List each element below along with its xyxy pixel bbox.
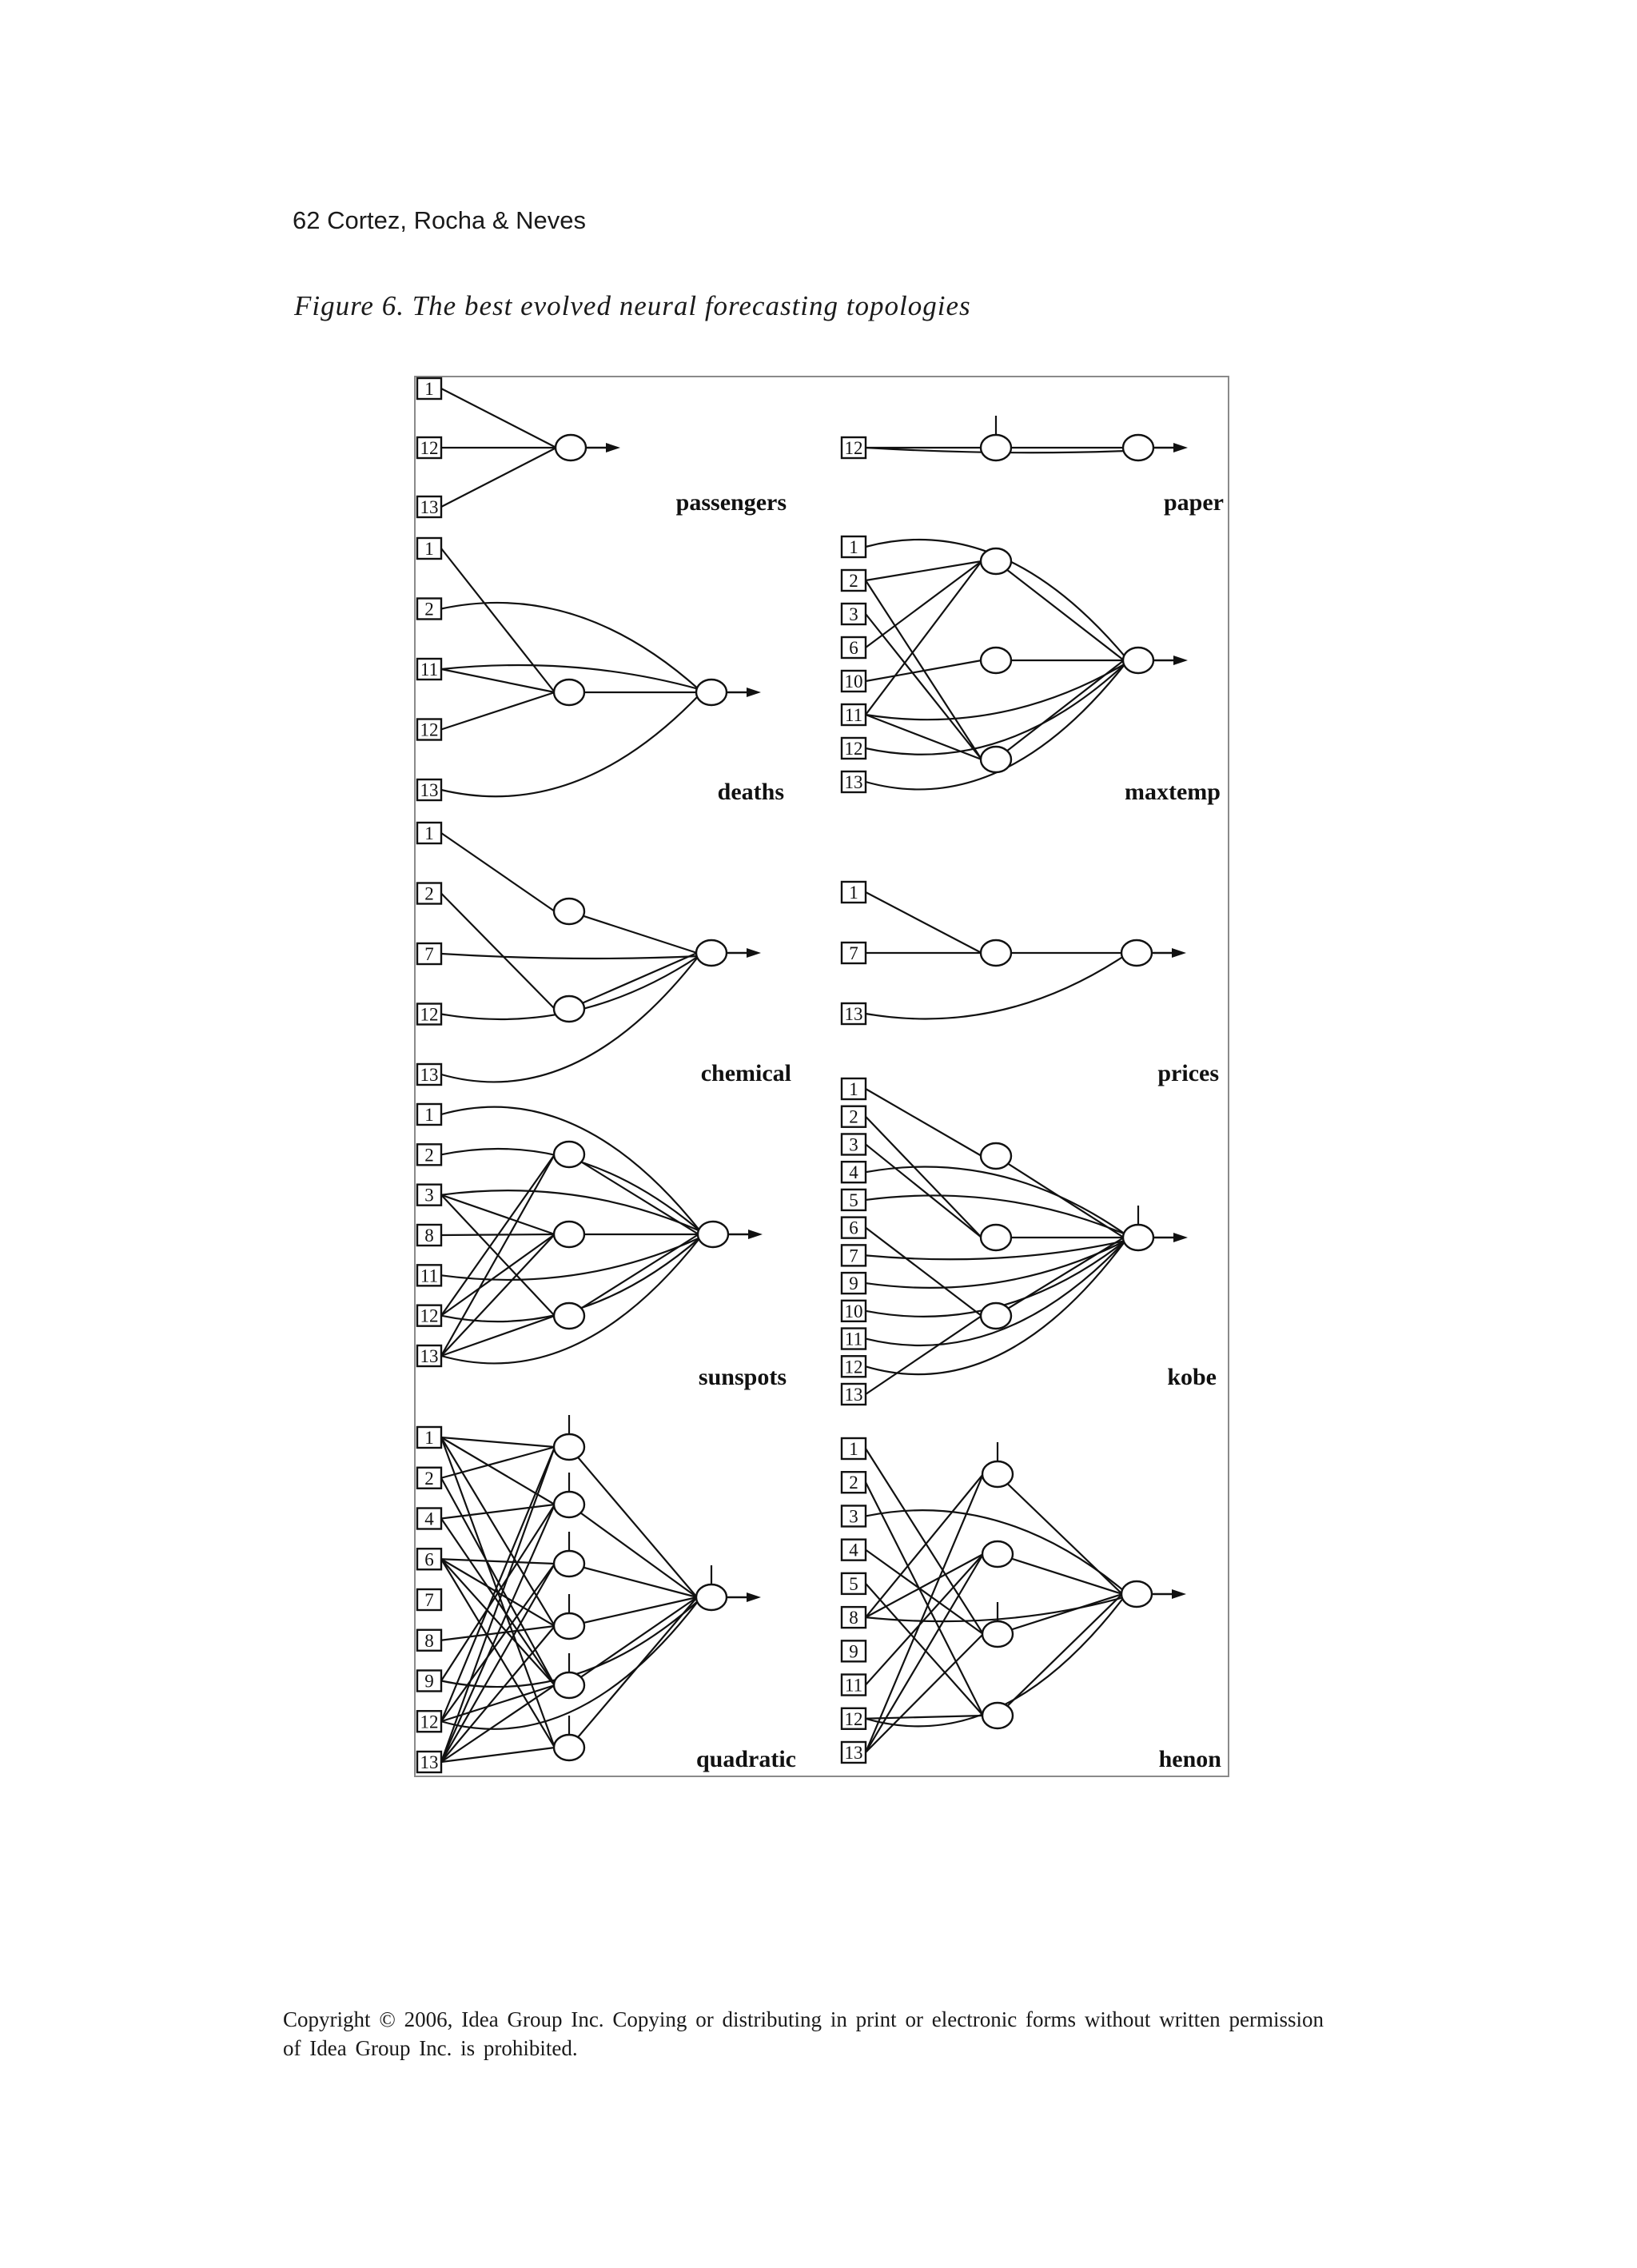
input-label: 11	[844, 1675, 863, 1696]
network-sunspots	[417, 1104, 787, 1390]
network-chemical	[417, 823, 791, 1086]
input-node-6	[417, 1549, 441, 1569]
input-node-12	[417, 719, 441, 740]
input-label: 9	[849, 1274, 858, 1294]
output-neuron	[556, 435, 620, 460]
input-label: 13	[844, 1743, 863, 1763]
input-label: 11	[420, 660, 439, 680]
hidden-neuron	[981, 648, 1011, 673]
output-neuron	[696, 1565, 761, 1610]
input-label: 3	[424, 1185, 434, 1206]
network-name: passengers	[675, 489, 787, 516]
network-deaths	[417, 538, 784, 805]
network-henon	[842, 1438, 1221, 1772]
input-label: 13	[420, 1752, 439, 1772]
edge-13-o	[441, 696, 699, 796]
arrow-head	[1173, 656, 1188, 665]
input-label: 13	[844, 772, 863, 792]
hidden-neuron	[554, 996, 584, 1022]
hidden-neuron	[554, 680, 584, 705]
input-nodes	[842, 536, 866, 792]
input-node-1	[417, 1104, 441, 1125]
input-label: 12	[420, 719, 439, 740]
input-nodes	[417, 378, 441, 517]
arrow-head	[748, 1230, 763, 1239]
input-node-12	[842, 437, 866, 458]
input-label: 6	[424, 1549, 434, 1570]
hidden-neuron	[554, 1222, 584, 1247]
input-node-7	[417, 943, 441, 964]
input-node-8	[417, 1630, 441, 1651]
input-node-12	[842, 1356, 866, 1377]
edge-13-h4	[441, 1626, 555, 1762]
arrow-head	[747, 948, 761, 958]
edge-2-h1	[441, 1447, 555, 1478]
output-neuron	[1123, 648, 1188, 673]
hidden-neuron	[554, 1415, 584, 1460]
edge-1-h1	[866, 892, 982, 953]
input-node-2	[417, 599, 441, 620]
input-node-12	[417, 1711, 441, 1732]
input-label: 5	[849, 1190, 858, 1210]
input-node-7	[842, 1245, 866, 1266]
input-label: 13	[420, 497, 439, 517]
hidden-neuron	[982, 1602, 1013, 1647]
input-node-13	[417, 1345, 441, 1366]
input-label: 1	[849, 883, 858, 903]
input-node-12	[417, 1004, 441, 1025]
output-neuron	[696, 940, 761, 966]
input-node-9	[842, 1640, 866, 1661]
output-neuron	[1123, 1206, 1188, 1250]
input-node-11	[417, 1265, 441, 1285]
edge-1-h1	[441, 1437, 555, 1447]
input-nodes	[417, 1427, 441, 1772]
input-label: 1	[424, 1428, 434, 1448]
network-name: deaths	[717, 779, 784, 805]
input-nodes	[842, 882, 866, 1024]
arrow-head	[1172, 1589, 1186, 1599]
edge-h1-o	[569, 911, 697, 953]
edge-7-o	[441, 954, 699, 959]
input-node-9	[417, 1671, 441, 1692]
edge-12-h1	[441, 1447, 555, 1721]
edge-11-h1	[441, 669, 555, 692]
input-node-13	[417, 496, 441, 517]
network-maxtemp	[842, 536, 1221, 805]
copyright-notice: Copyright © 2006, Idea Group Inc. Copying or distributing in print or electronic forms without written permission of Idea Group Inc. is prohibited.	[283, 2007, 1324, 2060]
input-node-13	[417, 779, 441, 800]
input-node-8	[842, 1607, 866, 1628]
edge-6-h3	[866, 1228, 982, 1316]
edge-8-h2	[441, 1234, 555, 1235]
connections	[441, 548, 699, 796]
input-label: 2	[849, 1473, 858, 1493]
network-kobe	[842, 1078, 1217, 1405]
network-name: maxtemp	[1125, 779, 1221, 805]
input-label: 2	[849, 571, 858, 591]
input-label: 1	[424, 539, 434, 559]
edge-6-h5	[441, 1559, 555, 1685]
input-label: 2	[849, 1106, 858, 1127]
hidden-neuron	[981, 940, 1011, 966]
input-label: 7	[424, 1590, 434, 1610]
edge-12-h2	[441, 1234, 555, 1316]
input-label: 11	[844, 1329, 863, 1349]
input-node-5	[842, 1573, 866, 1594]
input-node-4	[417, 1509, 441, 1529]
edge-h2-o	[569, 1505, 697, 1597]
input-node-1	[842, 536, 866, 557]
edge-2-h1	[866, 561, 982, 580]
input-label: 8	[424, 1630, 434, 1651]
input-node-3	[842, 1134, 866, 1154]
network-name: sunspots	[698, 1364, 787, 1390]
network-name: chemical	[700, 1060, 791, 1086]
hidden-neuron	[982, 1703, 1013, 1728]
input-label: 4	[849, 1540, 858, 1560]
input-label: 11	[420, 1266, 439, 1286]
hidden-neuron	[981, 548, 1011, 574]
input-node-3	[842, 1505, 866, 1526]
hidden-neuron	[554, 1532, 584, 1576]
edge-11-h1	[866, 561, 982, 715]
input-node-11	[842, 1675, 866, 1696]
input-node-13	[842, 1742, 866, 1763]
input-node-11	[842, 1329, 866, 1349]
hidden-neuron	[554, 1653, 584, 1698]
hidden-neuron	[554, 1473, 584, 1517]
input-node-11	[842, 704, 866, 725]
input-label: 1	[424, 1105, 434, 1125]
edge-1-o	[441, 389, 556, 448]
hidden-neuron	[981, 747, 1011, 772]
input-label: 9	[849, 1641, 858, 1662]
input-label: 12	[844, 1708, 863, 1729]
input-label: 5	[849, 1573, 858, 1594]
hidden-neuron	[981, 1143, 1011, 1169]
edge-1-o	[441, 1107, 700, 1231]
edge-13-o	[441, 448, 556, 507]
network-name: prices	[1157, 1060, 1219, 1086]
input-label: 2	[424, 599, 434, 620]
input-label: 13	[420, 1065, 439, 1085]
input-node-2	[842, 1472, 866, 1493]
edge-h3-o	[998, 1594, 1122, 1634]
edge-12-h4	[866, 1716, 983, 1719]
input-label: 1	[424, 823, 434, 843]
connections	[441, 833, 699, 1082]
arrow-head	[747, 688, 761, 697]
arrow-head	[1173, 1233, 1188, 1242]
input-label: 13	[844, 1385, 863, 1405]
input-label: 1	[849, 1079, 858, 1099]
input-label: 13	[420, 1346, 439, 1366]
input-label: 8	[849, 1608, 858, 1628]
hidden-neuron	[982, 1541, 1013, 1567]
input-node-2	[842, 1106, 866, 1127]
edge-2-h2	[441, 894, 555, 1010]
edge-3-h2	[441, 1195, 555, 1234]
input-label: 13	[844, 1004, 863, 1024]
input-label: 4	[849, 1162, 858, 1183]
hidden-neuron	[981, 1225, 1011, 1250]
input-label: 10	[844, 672, 863, 692]
input-node-12	[417, 437, 441, 458]
output-neuron	[1121, 940, 1186, 966]
neural-topologies-figure	[414, 376, 1229, 1777]
hidden-neuron	[982, 1442, 1013, 1487]
input-label: 2	[424, 883, 434, 904]
input-label: 11	[844, 705, 863, 725]
figure-caption: Figure 6. The best evolved neural forecasting topologies	[294, 290, 971, 321]
input-label: 1	[849, 1439, 858, 1459]
input-label: 12	[844, 438, 863, 458]
edge-2-h3	[866, 580, 982, 759]
hidden-neuron	[554, 899, 584, 924]
input-label: 7	[849, 1246, 858, 1266]
network-passengers	[417, 378, 787, 517]
input-label: 1	[424, 379, 434, 399]
network-name: kobe	[1167, 1364, 1217, 1390]
hidden-neuron	[554, 1142, 584, 1167]
input-label: 3	[849, 604, 858, 624]
edge-1-h1	[866, 1089, 982, 1156]
input-label: 8	[424, 1226, 434, 1246]
input-node-3	[842, 604, 866, 624]
arrow-head	[747, 1592, 761, 1602]
output-neuron	[696, 680, 761, 705]
edge-3-h2	[866, 1144, 982, 1238]
input-nodes	[417, 1104, 441, 1366]
input-node-2	[842, 570, 866, 591]
input-nodes	[842, 1438, 866, 1763]
edge-4-h2	[441, 1505, 555, 1519]
edge-1-h1	[441, 833, 555, 911]
input-nodes	[842, 437, 866, 458]
input-label: 12	[844, 739, 863, 759]
input-node-2	[417, 1468, 441, 1489]
hidden-neuron	[554, 1716, 584, 1760]
input-label: 6	[849, 638, 858, 658]
input-label: 3	[849, 1506, 858, 1527]
input-node-6	[842, 1218, 866, 1238]
input-node-12	[842, 1708, 866, 1729]
edge-2-h2	[866, 1117, 982, 1238]
input-node-1	[842, 1438, 866, 1459]
edge-13-o	[441, 1238, 700, 1363]
edge-13-h1	[441, 1447, 555, 1762]
input-label: 6	[849, 1218, 858, 1238]
edge-12-h1	[441, 692, 555, 730]
input-nodes	[842, 1078, 866, 1405]
input-node-1	[842, 1078, 866, 1099]
input-node-10	[842, 671, 866, 692]
input-node-1	[417, 538, 441, 559]
edge-5-h4	[866, 1584, 983, 1716]
input-node-1	[417, 1427, 441, 1448]
arrow-head	[1173, 443, 1188, 452]
edge-h3-o	[996, 1238, 1124, 1316]
input-node-1	[417, 823, 441, 843]
input-node-3	[417, 1185, 441, 1206]
edge-1-h3	[866, 1449, 983, 1634]
input-label: 9	[424, 1671, 434, 1692]
arrow-head	[606, 443, 620, 452]
input-label: 7	[424, 944, 434, 964]
input-node-12	[842, 738, 866, 759]
input-label: 1	[849, 537, 858, 557]
edge-h4-o	[569, 1597, 697, 1626]
input-node-12	[417, 1305, 441, 1326]
input-node-7	[842, 943, 866, 963]
output-neuron	[698, 1222, 763, 1247]
output-neuron	[1123, 435, 1188, 460]
input-label: 12	[844, 1357, 863, 1377]
arrow-head	[1172, 948, 1186, 958]
hidden-neuron	[554, 1594, 584, 1639]
hidden-neuron	[981, 416, 1011, 460]
input-label: 2	[424, 1468, 434, 1489]
network-name: paper	[1164, 489, 1224, 516]
input-nodes	[417, 823, 441, 1085]
input-label: 12	[420, 438, 439, 458]
input-node-13	[842, 771, 866, 792]
network-name: quadratic	[695, 1746, 796, 1772]
input-node-10	[842, 1301, 866, 1321]
connections	[441, 389, 556, 507]
hidden-neuron	[554, 1303, 584, 1329]
network-name: henon	[1158, 1746, 1221, 1772]
input-node-13	[417, 1064, 441, 1085]
network-quadratic	[417, 1415, 796, 1772]
edge-8-o	[866, 1597, 1124, 1621]
edge-h1-o	[996, 561, 1124, 660]
edge-1-h1	[441, 548, 555, 692]
input-label: 4	[424, 1509, 434, 1529]
edge-6-h3	[441, 1559, 555, 1564]
input-label: 7	[849, 943, 858, 963]
input-node-6	[842, 637, 866, 658]
input-node-8	[417, 1225, 441, 1246]
input-node-9	[842, 1273, 866, 1293]
input-node-7	[417, 1589, 441, 1610]
input-label: 12	[420, 1305, 439, 1326]
edge-13-h2	[441, 1234, 555, 1356]
input-node-13	[417, 1752, 441, 1772]
hidden-neuron	[981, 1303, 1011, 1329]
input-nodes	[417, 538, 441, 800]
running-head: 62 Cortez, Rocha & Neves	[293, 206, 587, 234]
edge-h3-o	[569, 1564, 697, 1597]
output-neuron	[1121, 1581, 1186, 1607]
input-node-1	[842, 882, 866, 903]
input-node-13	[842, 1003, 866, 1024]
input-node-4	[842, 1162, 866, 1182]
edge-3-h3	[441, 1195, 555, 1316]
edge-13-h3	[866, 1316, 982, 1394]
input-label: 12	[420, 1004, 439, 1025]
edge-h1-o	[569, 1447, 697, 1597]
input-label: 2	[424, 1145, 434, 1166]
input-node-13	[842, 1384, 866, 1405]
input-node-5	[842, 1190, 866, 1210]
input-node-2	[417, 1144, 441, 1165]
input-label: 12	[420, 1712, 439, 1732]
network-prices	[842, 882, 1219, 1086]
input-label: 3	[849, 1134, 858, 1155]
input-node-2	[417, 883, 441, 904]
edge-h1-o	[998, 1474, 1122, 1594]
input-label: 13	[420, 780, 439, 800]
network-paper	[842, 416, 1224, 516]
input-label: 10	[844, 1301, 863, 1321]
input-node-4	[842, 1540, 866, 1560]
edge-8-h1	[866, 1474, 983, 1617]
input-node-1	[417, 378, 441, 399]
input-node-11	[417, 659, 441, 680]
